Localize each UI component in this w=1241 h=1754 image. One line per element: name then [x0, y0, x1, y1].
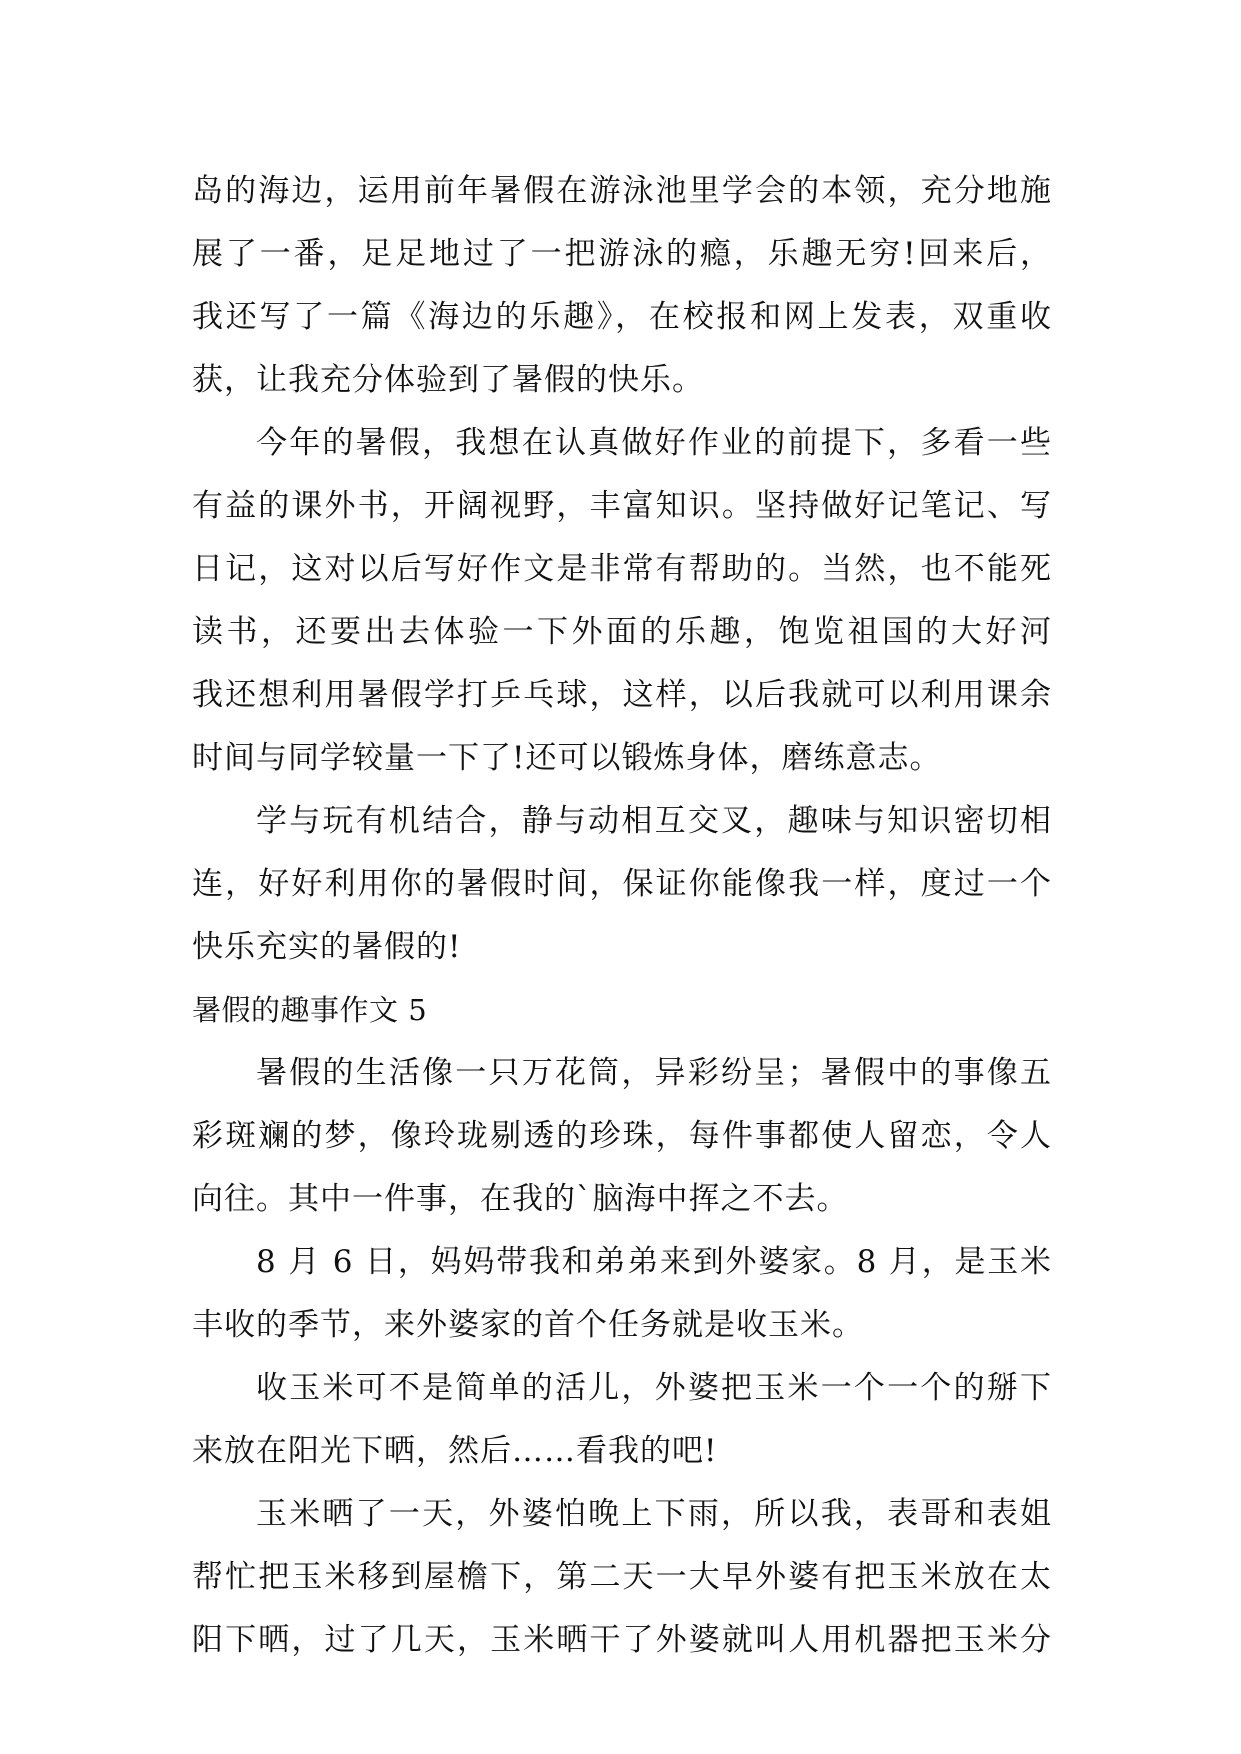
text-line: 阳下晒，过了几天，玉米晒干了外婆就叫人用机器把玉米分 — [192, 1622, 1052, 1658]
document-body — [192, 160, 1052, 1672]
text-line: 有益的课外书，开阔视野，丰富知识。坚持做好记笔记、写 — [192, 488, 1052, 524]
section-heading: 暑假的趣事作文 5 — [192, 993, 428, 1027]
paragraph-first-line: 收玉米可不是简单的活儿，外婆把玉米一个一个的掰下 — [256, 1370, 1052, 1406]
text-line: 日记，这对以后写好作文是非常有帮助的。当然，也不能死 — [192, 551, 1052, 587]
paragraph-first-line: 学与玩有机结合，静与动相互交叉，趣味与知识密切相 — [256, 803, 1052, 839]
text-line: 获，让我充分体验到了暑假的快乐。 — [192, 362, 704, 398]
text-line: 时间与同学较量一下了!还可以锻炼身体，磨练意志。 — [192, 740, 942, 776]
text-line: 帮忙把玉米移到屋檐下，第二天一大早外婆有把玉米放在太 — [192, 1559, 1052, 1595]
text-line: 连，好好利用你的暑假时间，保证你能像我一样，度过一个 — [192, 866, 1052, 902]
text-line: 岛的海边，运用前年暑假在游泳池里学会的本领，充分地施 — [192, 173, 1052, 209]
paragraph-first-line: 8 月 6 日，妈妈带我和弟弟来到外婆家。8 月，是玉米 — [256, 1244, 1052, 1280]
text-line: 展了一番，足足地过了一把游泳的瘾，乐趣无穷!回来后， — [192, 236, 1052, 272]
paragraph-first-line: 暑假的生活像一只万花筒，异彩纷呈；暑假中的事像五 — [256, 1055, 1052, 1091]
text-line: 我还想利用暑假学打乒乓球，这样，以后我就可以利用课余 — [192, 677, 1052, 713]
text-line: 丰收的季节，来外婆家的首个任务就是收玉米。 — [192, 1307, 864, 1343]
text-line: 向往。其中一件事，在我的`脑海中挥之不去。 — [192, 1181, 849, 1217]
text-line: 快乐充实的暑假的! — [192, 929, 462, 965]
text-line: 读书，还要出去体验一下外面的乐趣，饱览祖国的大好河 — [192, 614, 1052, 650]
text-line: 我还写了一篇《海边的乐趣》，在校报和网上发表，双重收 — [192, 299, 1052, 335]
paragraph-first-line: 玉米晒了一天，外婆怕晚上下雨，所以我，表哥和表姐 — [256, 1496, 1052, 1532]
paragraph-first-line: 今年的暑假，我想在认真做好作业的前提下，多看一些 — [256, 425, 1052, 461]
text-line: 来放在阳光下晒，然后……看我的吧! — [192, 1433, 718, 1469]
text-line: 彩斑斓的梦，像玲珑剔透的珍珠，每件事都使人留恋，令人 — [192, 1118, 1052, 1154]
